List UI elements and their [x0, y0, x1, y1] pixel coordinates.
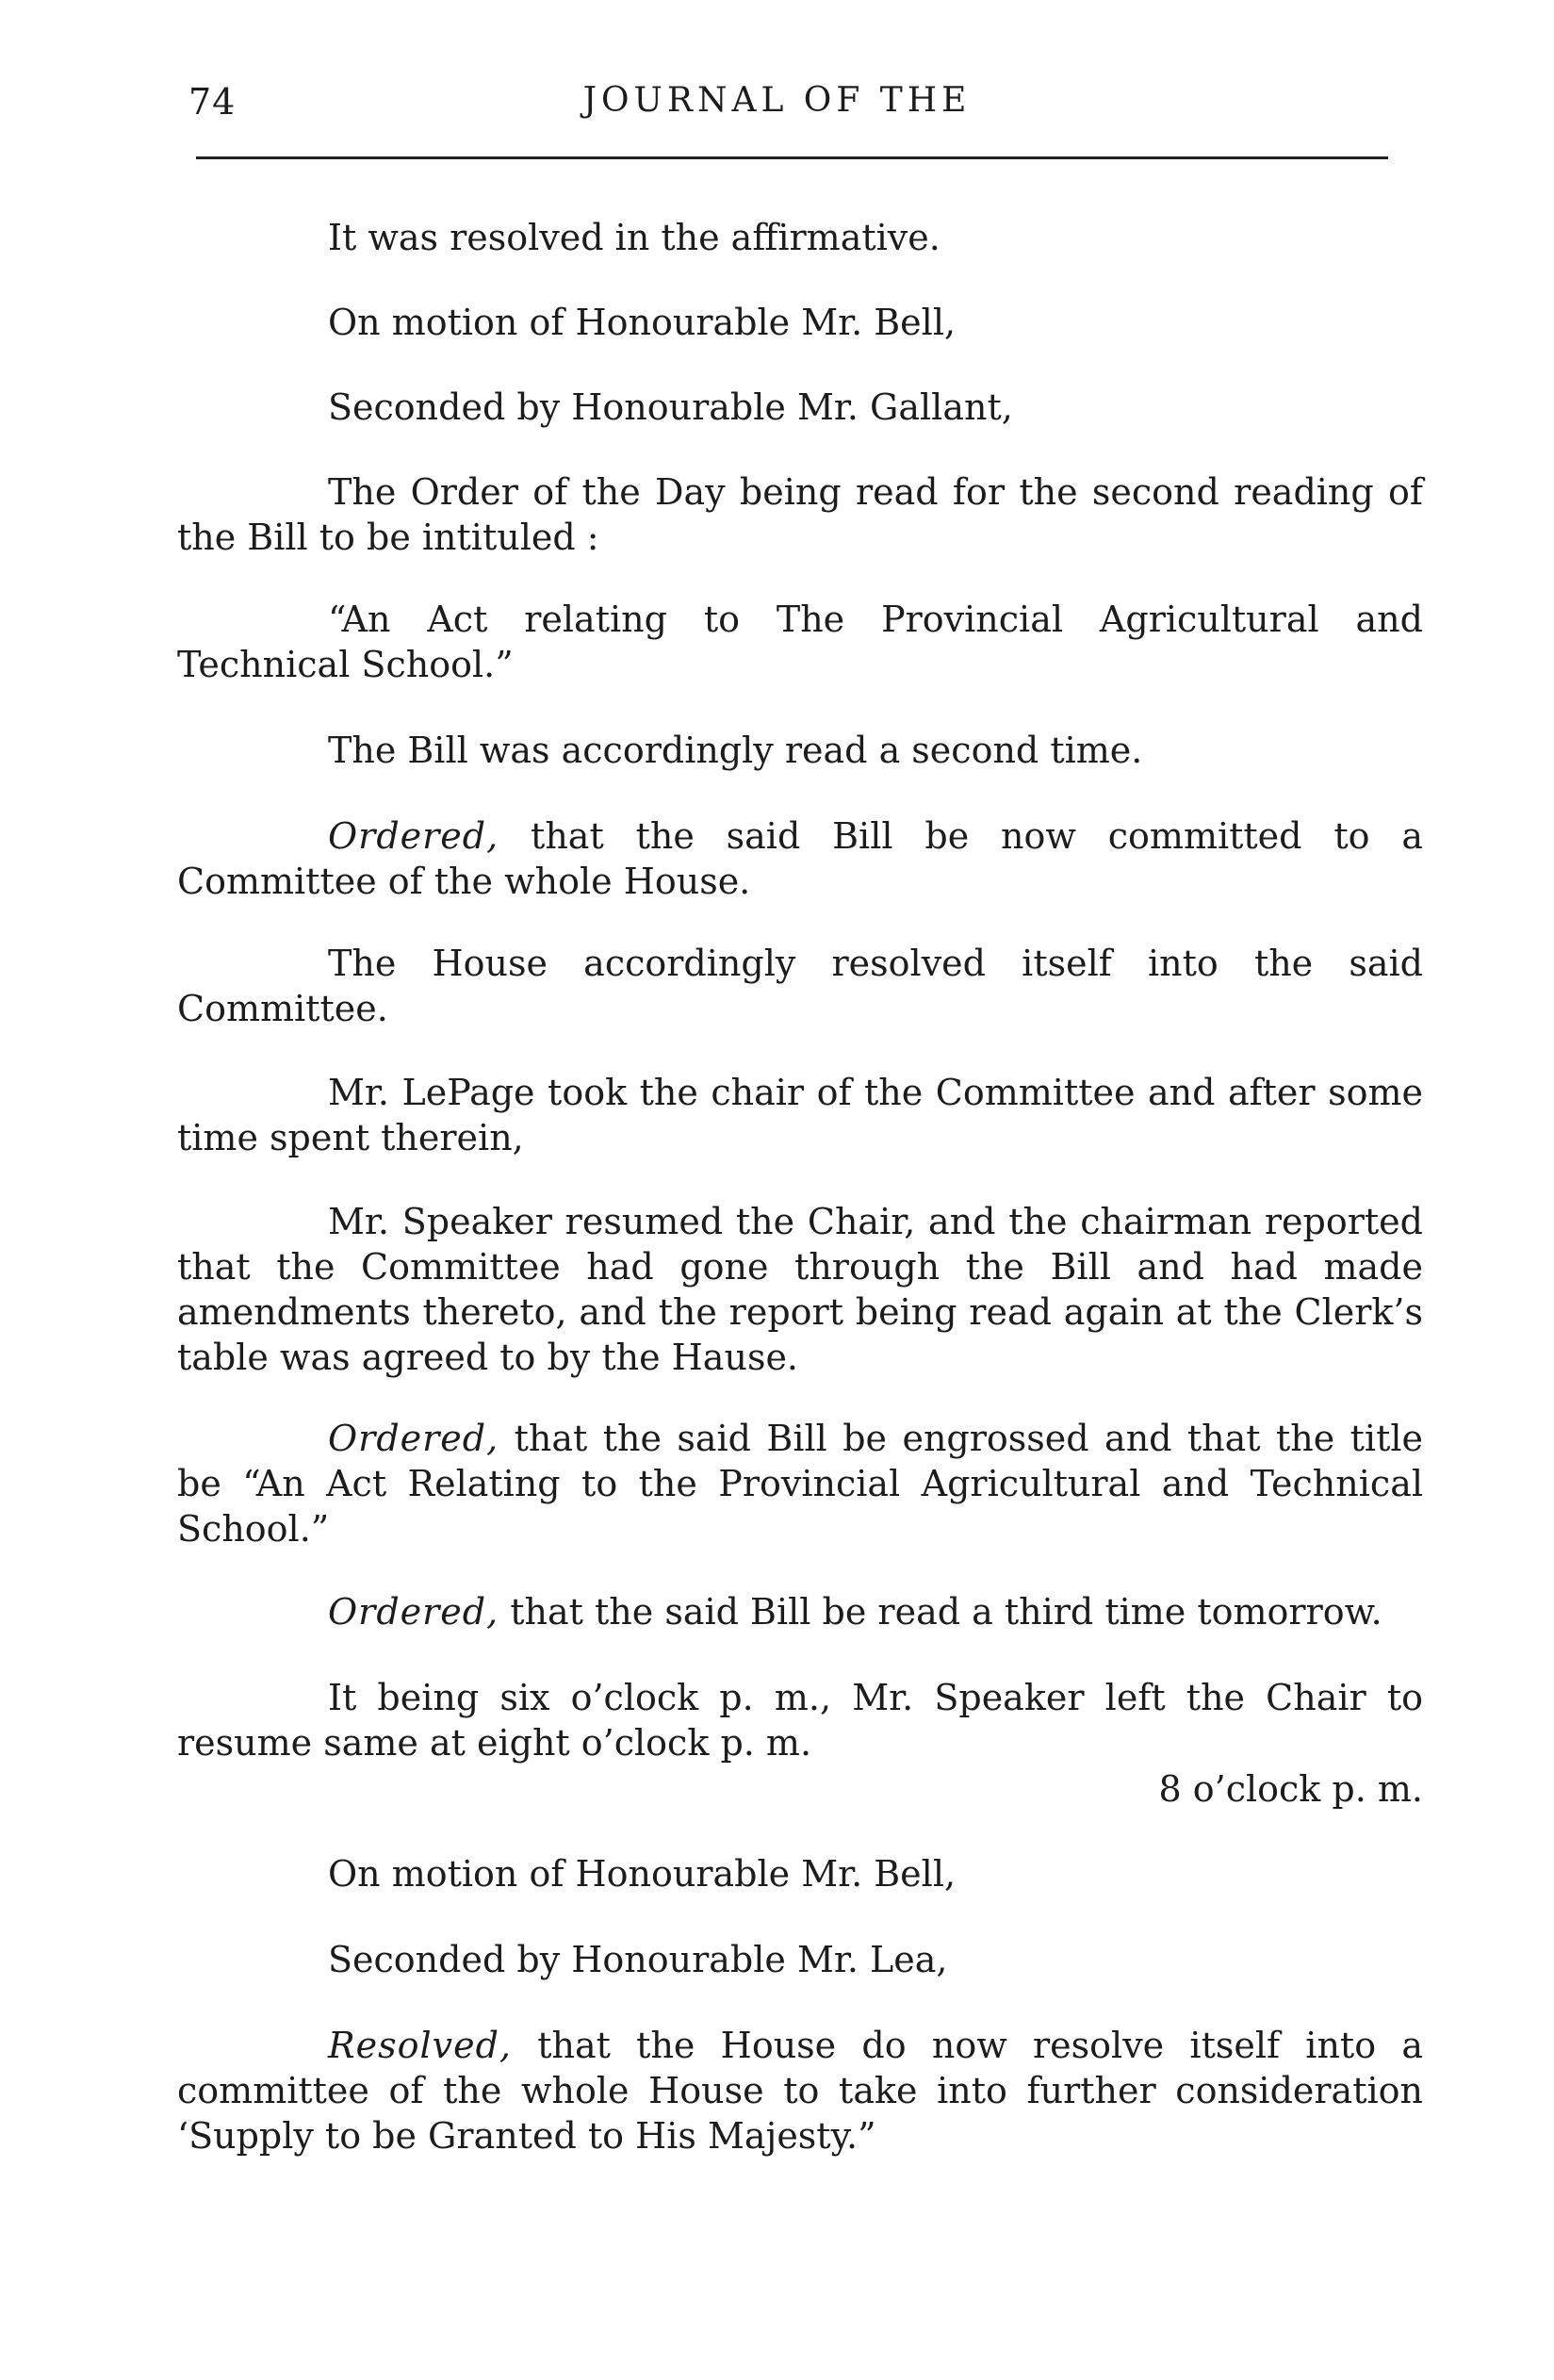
paragraph-seconded-gallant	[177, 385, 1423, 430]
paragraph-text: Mr. LePage took the chair of the Committee and after some time spent therein,	[177, 1072, 1423, 1158]
paragraph-text: Mr. Speaker resumed the Chair, and the chairman reported that the Committee had gone through the Bill and had made amendments thereto, and the report being read again at the Clerk’s table was agreed to by the Hause.	[177, 1201, 1423, 1378]
paragraph-house-resolved	[177, 941, 1423, 1031]
paragraph-ordered-committed	[177, 813, 1423, 904]
ordered-italic: Ordered,	[328, 1591, 499, 1633]
paragraph-bill-title	[177, 597, 1423, 687]
paragraph-text: that the House do now resolve itself into a committee of the whole House to take into further consideration ‘Supply to be Granted to His Majesty.”	[177, 2025, 1423, 2157]
page-number: 74	[188, 81, 237, 123]
ordered-italic: Ordered,	[328, 1418, 499, 1459]
paragraph-motion-bell-evening	[177, 1851, 1423, 1896]
paragraph-text: The House accordingly resolved itself into the said Committee.	[177, 943, 1423, 1029]
paragraph-seconded-lea	[177, 1937, 1423, 1982]
paragraph-lepage-chair	[177, 1070, 1423, 1160]
paragraph-text: Seconded by Honourable Mr. Lea,	[328, 1939, 948, 1980]
paragraph-text: It was resolved in the affirmative.	[328, 217, 941, 258]
paragraph-text: that the said Bill be read a third time tomorrow.	[499, 1591, 1382, 1633]
paragraph-ordered-engrossed	[177, 1416, 1423, 1551]
paragraph-resolved-supply	[177, 2023, 1423, 2158]
time-stamp: 8 o’clock p. m.	[1158, 1768, 1423, 1810]
ordered-italic: Ordered,	[328, 815, 499, 857]
paragraph-text: The Bill was accordingly read a second time.	[328, 730, 1143, 771]
paragraph-ordered-third-reading	[177, 1589, 1423, 1634]
resolved-italic: Resolved,	[328, 2025, 512, 2066]
paragraph-text: It being six o’clock p. m., Mr. Speaker left the Chair to resume same at eight o’clock p. m.	[177, 1677, 1423, 1764]
paragraph-resolved-affirmative	[177, 215, 1423, 260]
paragraph-text: On motion of Honourable Mr. Bell,	[328, 1853, 957, 1895]
paragraph-text: “An Act relating to The Provincial Agricultural and Technical School.”	[177, 599, 1423, 685]
paragraph-text: On motion of Honourable Mr. Bell,	[328, 302, 957, 343]
paragraph-order-of-day	[177, 469, 1423, 560]
header-rule	[196, 156, 1388, 159]
paragraph-six-oclock	[177, 1675, 1423, 1765]
running-title: JOURNAL OF THE	[582, 81, 972, 120]
paragraph-text: that the said Bill be now committed to a Committee of the whole House.	[177, 815, 1423, 902]
paragraph-text: Seconded by Honourable Mr. Gallant,	[328, 386, 1013, 428]
paragraph-text: The Order of the Day being read for the second reading of the Bill to be intituled :	[177, 471, 1423, 558]
paragraph-motion-bell	[177, 300, 1423, 345]
paragraph-text: that the said Bill be engrossed and that the title be “An Act Relating to the Provincial Agricultural and Technical School.”	[177, 1418, 1423, 1550]
paragraph-speaker-resumed	[177, 1199, 1423, 1380]
paragraph-second-reading	[177, 728, 1423, 773]
